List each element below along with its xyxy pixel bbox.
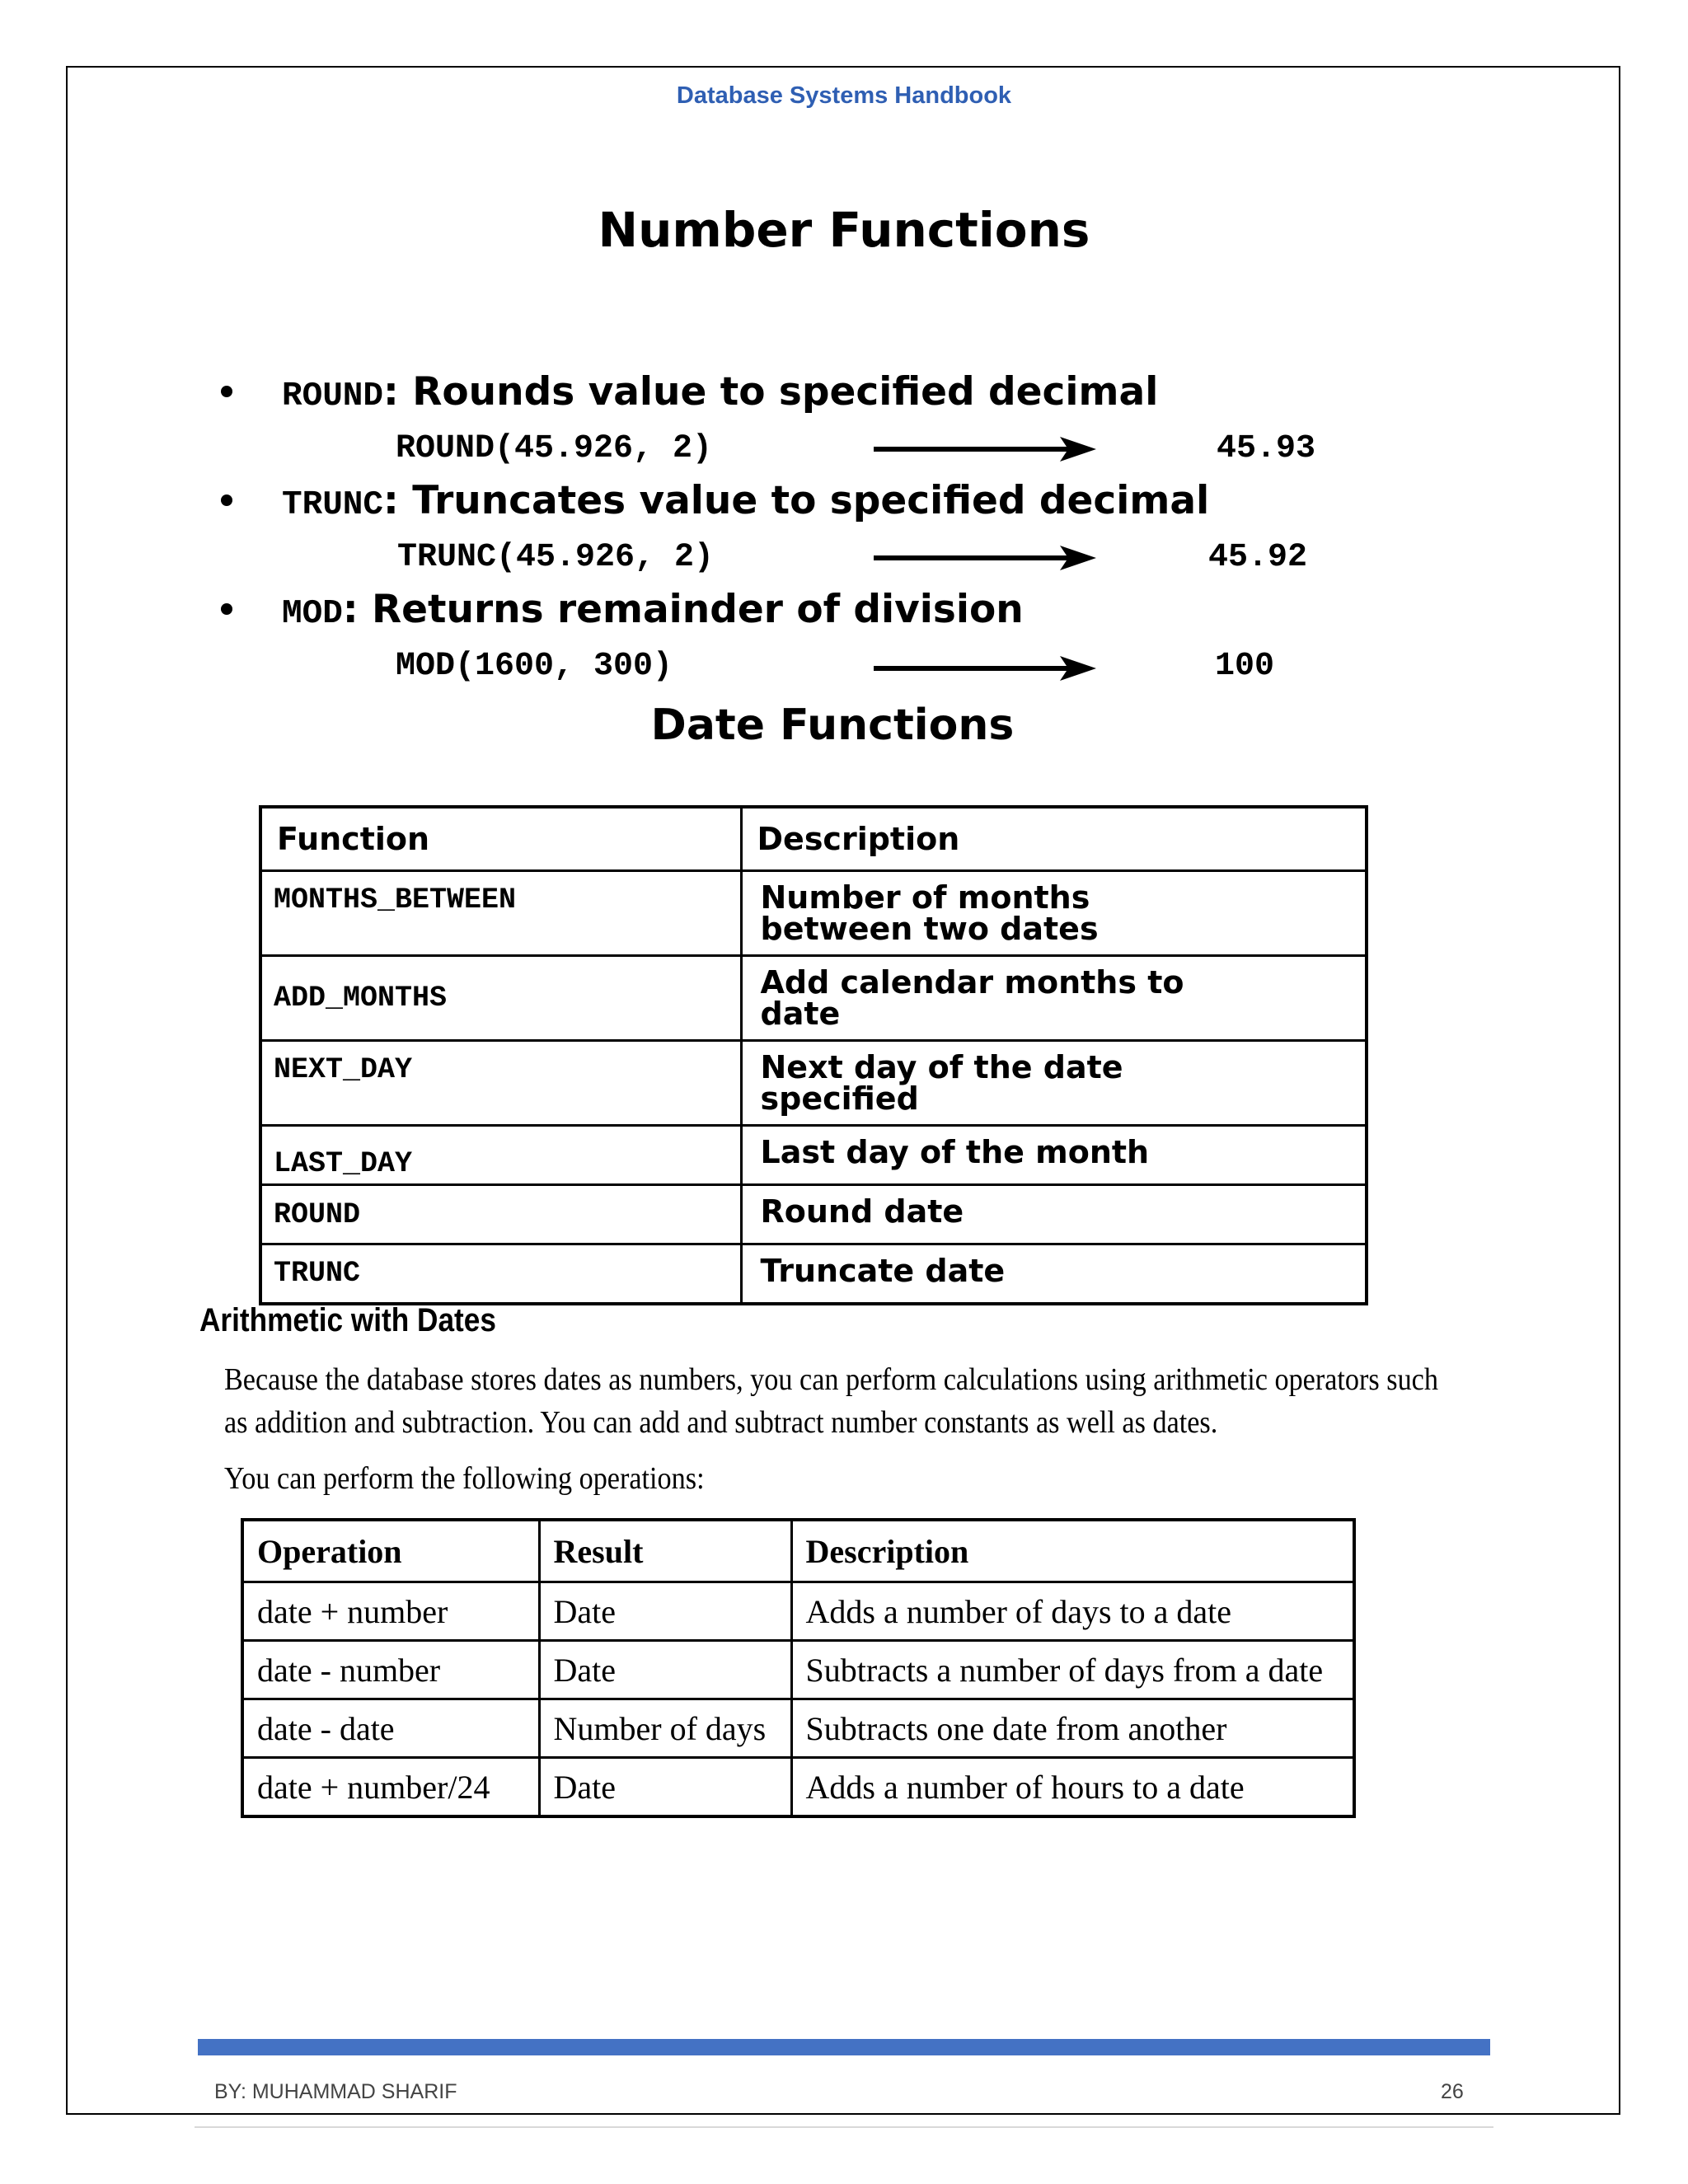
function-name: LAST_DAY <box>260 1126 741 1185</box>
function-description: Next day of the date <box>760 1049 1123 1085</box>
table-cell: date - date <box>242 1699 539 1758</box>
table-row <box>260 1244 1367 1304</box>
paragraph-line: Because the database stores dates as numbers, you can perform calculations using arithmetic operators such <box>224 1362 1438 1397</box>
description-round: : Rounds value to specified decimal <box>383 369 1159 415</box>
function-description: Round date <box>760 1193 964 1230</box>
table-cell: Subtracts a number of days from a date <box>791 1641 1354 1699</box>
table-row <box>260 1126 1367 1185</box>
operations-table <box>241 1518 1356 1818</box>
result-mod: 100 <box>1215 648 1275 685</box>
table-row <box>260 1041 1367 1126</box>
description-mod: : Returns remainder of division <box>342 587 1024 632</box>
paragraph-line: as addition and subtraction. You can add and subtract number constants as well as dates. <box>224 1405 1218 1440</box>
bullet-dot <box>221 386 232 397</box>
column-header: Description <box>741 807 1367 871</box>
result-round: 45.93 <box>1217 430 1316 467</box>
keyword-round: ROUND <box>282 377 384 415</box>
table-row <box>242 1641 1354 1699</box>
example-trunc: TRUNC(45.926, 2) <box>397 539 715 576</box>
function-name: NEXT_DAY <box>260 1041 741 1126</box>
column-header: Description <box>791 1520 1354 1582</box>
bullet-dot <box>221 603 232 615</box>
column-header: Function <box>260 807 741 871</box>
table-cell: Date <box>539 1582 791 1641</box>
table-cell: date - number <box>242 1641 539 1699</box>
function-description: Add calendar months to <box>760 964 1184 1001</box>
paragraph-line: You can perform the following operations: <box>224 1461 705 1496</box>
function-name: MONTHS_BETWEEN <box>260 871 741 956</box>
date-functions-table <box>259 805 1368 1305</box>
table-row <box>242 1699 1354 1758</box>
footer-author: BY: MUHAMMAD SHARIF <box>214 2080 457 2103</box>
result-trunc: 45.92 <box>1208 539 1308 576</box>
section-heading: Arithmetic with Dates <box>199 1302 496 1338</box>
table-row <box>260 871 1367 956</box>
description-trunc: : Truncates value to specified decimal <box>383 478 1210 523</box>
date-functions-title: Date Functions <box>650 701 1015 750</box>
arrow-icon <box>874 654 1096 682</box>
arrow-icon <box>874 435 1096 463</box>
table-cell: Date <box>539 1641 791 1699</box>
table-row <box>242 1758 1354 1817</box>
page-number: 26 <box>1441 2080 1464 2103</box>
bullet-dot <box>221 494 232 506</box>
number-functions-title: Number Functions <box>598 202 1090 258</box>
example-mod: MOD(1600, 300) <box>396 648 673 685</box>
keyword-mod: MOD <box>282 595 343 633</box>
footer-accent-bar <box>198 2039 1490 2055</box>
function-description: Truncate date <box>760 1253 1006 1289</box>
column-header: Result <box>539 1520 791 1582</box>
bottom-divider <box>195 2126 1493 2128</box>
table-cell: Subtracts one date from another <box>791 1699 1354 1758</box>
table-row <box>260 1185 1367 1244</box>
table-header-row <box>260 807 1367 871</box>
function-description: date <box>760 996 841 1032</box>
function-name: ADD_MONTHS <box>260 956 741 1041</box>
table-row <box>242 1582 1354 1641</box>
arrow-icon <box>874 544 1096 572</box>
column-header: Operation <box>242 1520 539 1582</box>
function-description: specified <box>760 1080 919 1117</box>
function-name: TRUNC <box>260 1244 741 1304</box>
keyword-trunc: TRUNC <box>282 486 384 524</box>
table-header-row <box>242 1520 1354 1582</box>
function-description: between two dates <box>760 911 1099 947</box>
table-row <box>260 956 1367 1041</box>
table-cell: date + number <box>242 1582 539 1641</box>
table-cell: date + number/24 <box>242 1758 539 1817</box>
function-name: ROUND <box>260 1185 741 1244</box>
example-round: ROUND(45.926, 2) <box>396 430 713 467</box>
function-description: Last day of the month <box>760 1134 1150 1170</box>
function-description: Number of months <box>760 879 1090 916</box>
table-cell: Adds a number of days to a date <box>791 1582 1354 1641</box>
running-header: Database Systems Handbook <box>676 82 1012 109</box>
table-cell: Adds a number of hours to a date <box>791 1758 1354 1817</box>
table-cell: Date <box>539 1758 791 1817</box>
table-cell: Number of days <box>539 1699 791 1758</box>
